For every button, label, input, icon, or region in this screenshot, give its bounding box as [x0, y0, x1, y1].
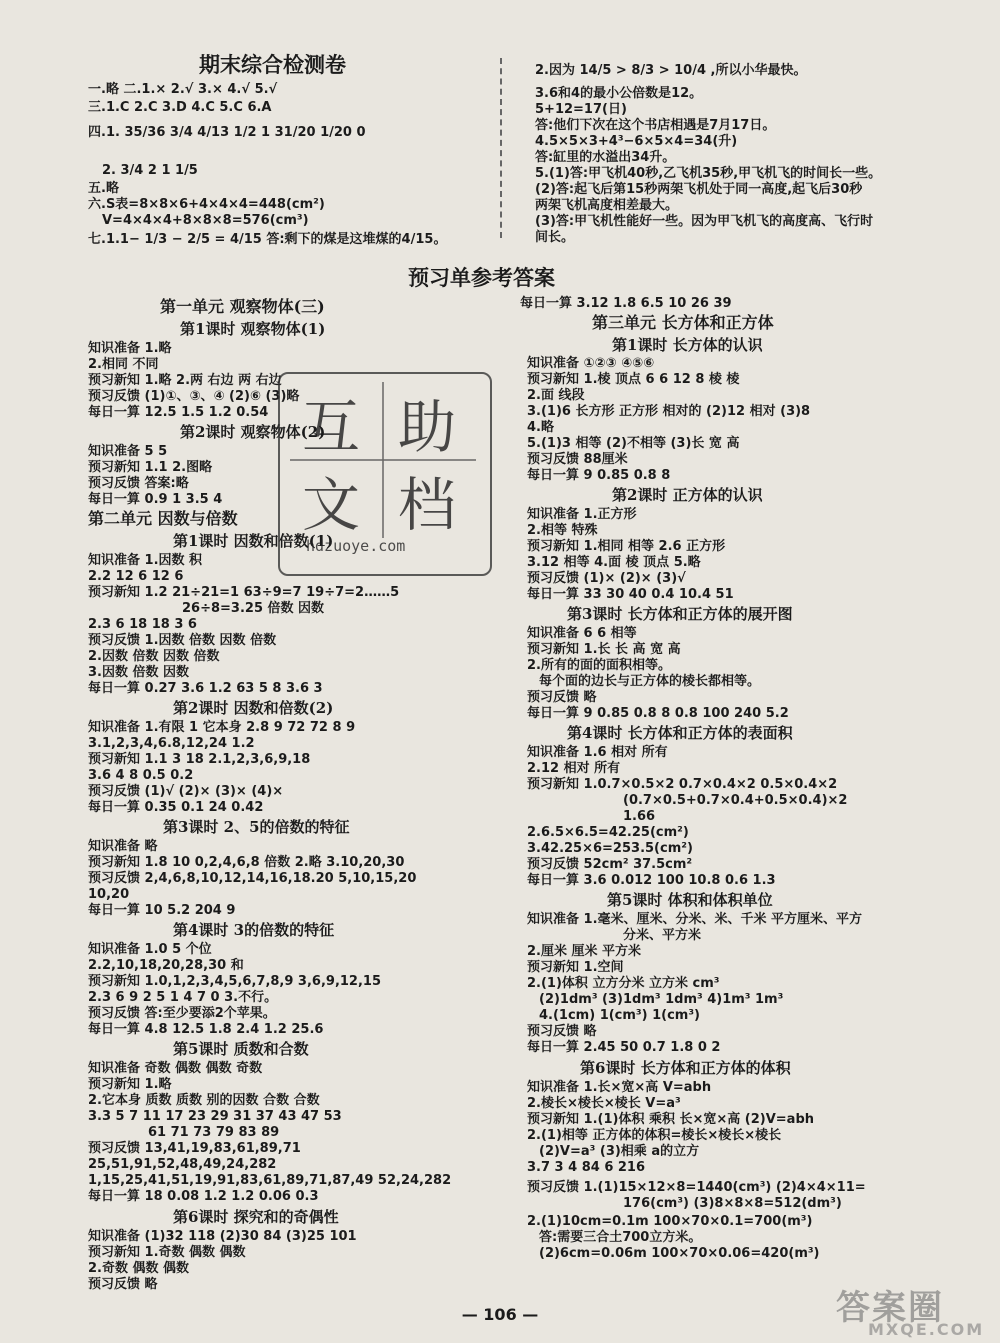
answer-line: 预习反馈 略	[527, 690, 597, 705]
answer-line: 2.3 6 18 18 3 6	[88, 617, 197, 632]
answer-line: 3.6和4的最小公倍数是12。	[535, 86, 703, 101]
exam-line: 2. 3/4 2 1 1/5	[102, 163, 198, 178]
answer-line: 预习新知 1.长 长 高 宽 高	[527, 642, 681, 657]
exam-line: 一.略 二.1.× 2.√ 3.× 4.√ 5.√	[88, 82, 278, 97]
lesson-title: 第1课时 长方体的认识	[612, 336, 763, 354]
answer-line: 预习反馈 1.(1)15×12×8=1440(cm³) (2)4×4×11=	[527, 1180, 866, 1195]
answer-line: 2.(1)10cm=0.1m 100×70×0.1=700(m³)	[527, 1214, 813, 1229]
answer-line: 预习反馈 (1)①、③、④ (2)⑥ (3)略	[88, 389, 300, 404]
exam-line: 六.S表=8×8×6+4×4×4=448(cm²)	[88, 197, 325, 212]
exam-title: 期末综合检测卷	[199, 52, 346, 77]
answer-line: 预习反馈 88厘米	[527, 452, 628, 467]
answer-line: 每日一算 9 0.85 0.8 8	[527, 468, 671, 483]
logo-text: 答案圈	[836, 1288, 944, 1328]
lesson-title: 第6课时 探究和的奇偶性	[173, 1208, 339, 1226]
answer-line: 知识准备 1.有限 1 它本身 2.8 9 72 72 8 9	[88, 720, 356, 735]
answer-line: (3)答:甲飞机性能好一些。因为甲飞机飞的高度高、飞行时	[535, 214, 874, 229]
answer-line: 每个面的边长与正方体的棱长都相等。	[539, 674, 761, 689]
lesson-title: 第4课时 长方体和正方体的表面积	[567, 724, 793, 742]
answer-line: 答:需要三合土700立方米。	[539, 1230, 702, 1245]
answer-line: 知识准备 1.长×宽×高 V=abh	[527, 1080, 712, 1095]
lesson-title: 第3课时 长方体和正方体的展开图	[567, 605, 793, 623]
answer-line: 预习反馈 答案:略	[88, 476, 189, 491]
answer-line: 每日一算 3.12 1.8 6.5 10 26 39	[520, 296, 732, 311]
answer-line: 2.2 12 6 12 6	[88, 569, 184, 584]
answer-line: 2.因数 倍数 因数 倍数	[88, 649, 220, 664]
answer-line: 预习反馈 13,41,19,83,61,89,71	[88, 1141, 301, 1156]
answer-line: 2.因为 14/5 > 8/3 > 10/4 ,所以小华最快。	[535, 63, 807, 78]
answer-line: 每日一算 4.8 12.5 1.8 2.4 1.2 25.6	[88, 1022, 324, 1037]
answer-line: 3.1,2,3,4,6.8,12,24 1.2	[88, 736, 255, 751]
answer-line: 预习新知 1.1 2.图略	[88, 460, 213, 475]
answer-line: 知识准备 1.正方形	[527, 507, 637, 522]
answer-line: 2.它本身 质数 质数 别的因数 合数 合数	[88, 1093, 320, 1108]
lesson-title: 第4课时 3的倍数的特征	[173, 921, 335, 939]
answer-line: 答:缸里的水溢出34升。	[535, 150, 676, 165]
answer-line: 5.(1)3 相等 (2)不相等 (3)长 宽 高	[527, 436, 740, 451]
answer-line: 3.因数 倍数 因数	[88, 665, 190, 680]
answer-line: 每日一算 0.27 3.6 1.2 63 5 8 3.6 3	[88, 681, 323, 696]
answer-line: 2.棱长×棱长×棱长 V=a³	[527, 1096, 681, 1111]
answer-line: 2.所有的面的面积相等。	[527, 658, 671, 673]
answer-line: 预习新知 1.略	[88, 1077, 172, 1092]
answer-line: 每日一算 12.5 1.5 1.2 0.54	[88, 405, 269, 420]
answer-line: 1,15,25,41,51,19,91,83,61,89,71,87,49 52,24,282	[88, 1173, 452, 1188]
exam-line: 三.1.C 2.C 3.D 4.C 5.C 6.A	[88, 100, 272, 115]
answer-line: 知识准备 略	[88, 839, 158, 854]
stamp-char: 互	[302, 393, 361, 461]
answer-line: 预习新知 1.0,1,2,3,4,5,6,7,8,9 3,6,9,12,15	[88, 974, 382, 989]
answer-line: 25,51,91,52,48,49,24,282	[88, 1157, 277, 1172]
exam-line: 四.1. 35/36 3/4 4/13 1/2 1 31/20 1/20 0	[88, 125, 366, 140]
answer-line: 2.面 线段	[527, 388, 585, 403]
answer-line: 预习反馈 答:至少要添2个苹果。	[88, 1006, 276, 1021]
answer-line: 知识准备 1.0 5 个位	[88, 942, 212, 957]
answer-line: 知识准备 (1)32 118 (2)30 84 (3)25 101	[88, 1229, 357, 1244]
answer-line: (2)答:起飞后第15秒两架飞机处于同一高度,起飞后30秒	[535, 182, 863, 197]
answer-line: 两架飞机高度相差最大。	[535, 198, 679, 213]
exam-line: 五.略	[88, 181, 119, 196]
unit-title: 第三单元 长方体和正方体	[592, 313, 774, 332]
answer-line: 2.相同 不同	[88, 357, 159, 372]
answer-line: (2)6cm=0.06m 100×70×0.06=420(m³)	[539, 1246, 820, 1261]
answer-line: 预习新知 1.相同 相等 2.6 正方形	[527, 539, 726, 554]
answer-line: 预习反馈 1.因数 倍数 因数 倍数	[88, 633, 277, 648]
answer-line: 1.66	[623, 809, 656, 824]
answer-line: 4.5×5×3+4³−6×5×4=34(升)	[535, 134, 738, 149]
answer-line: 预习新知 1.棱 顶点 6 6 12 8 棱 棱	[527, 372, 740, 387]
answer-line: 5.(1)答:甲飞机40秒,乙飞机35秒,甲飞机飞的时间长一些。	[535, 166, 882, 181]
answer-line: 分米、平方米	[623, 928, 702, 943]
answer-line: 预习反馈 (1)√ (2)× (3)× (4)×	[88, 784, 284, 799]
unit-title: 第二单元 因数与倍数	[88, 509, 238, 528]
answer-line: 预习新知 1.空间	[527, 960, 624, 975]
exam-line: V=4×4×4+8×8×8=576(cm³)	[102, 213, 309, 228]
answer-line: 预习反馈 52cm² 37.5cm²	[527, 857, 693, 872]
lesson-title: 第2课时 因数和倍数(2)	[173, 699, 334, 717]
answer-line: 4.略	[527, 420, 554, 435]
answer-line: 预习新知 1.奇数 偶数 偶数	[88, 1245, 246, 1260]
answer-line: 2.(1)相等 正方体的体积=棱长×棱长×棱长	[527, 1128, 782, 1143]
answer-line: 3.3 5 7 11 17 23 29 31 37 43 47 53	[88, 1109, 342, 1124]
answer-line: 2.12 相对 所有	[527, 761, 621, 776]
answer-line: 3.42.25×6=253.5(cm²)	[527, 841, 693, 856]
answer-line: 预习反馈 略	[88, 1277, 158, 1292]
answer-line: 知识准备 5 5	[88, 444, 168, 459]
answer-line: 知识准备 ①②③ ④⑤⑥	[527, 356, 655, 371]
corner-watermark-logo	[830, 1280, 995, 1340]
answer-line: 61 71 73 79 83 89	[148, 1125, 280, 1140]
answer-line: 知识准备 1.毫米、厘米、分米、米、千米 平方厘米、平方	[527, 912, 863, 927]
answer-line: 2.2,10,18,20,28,30 和	[88, 958, 244, 973]
lesson-title: 第2课时 正方体的认识	[612, 486, 763, 504]
answer-line: 每日一算 33 30 40 0.4 10.4 51	[527, 587, 734, 602]
answer-line: 3.(1)6 长方形 正方形 相对的 (2)12 相对 (3)8	[527, 404, 811, 419]
answer-line: 3.12 相等 4.面 棱 顶点 5.略	[527, 555, 701, 570]
lesson-title: 第1课时 观察物体(1)	[180, 320, 326, 338]
column-divider	[500, 58, 502, 238]
lesson-title: 第5课时 质数和合数	[173, 1040, 309, 1058]
stamp-char: 助	[398, 393, 457, 461]
answer-line: 预习新知 1.1 3 18 2.1,2,3,6,9,18	[88, 752, 311, 767]
stamp-url: hdzuoye.com	[306, 537, 406, 555]
answer-line: 176(cm³) (3)8×8×8=512(dm³)	[623, 1196, 842, 1211]
lesson-title: 第6课时 长方体和正方体的体积	[580, 1059, 791, 1077]
logo-url: MXQE.COM	[868, 1320, 985, 1339]
answer-line: 2.(1)体积 立方分米 立方米 cm³	[527, 976, 720, 991]
answer-line: 3.6 4 8 0.5 0.2	[88, 768, 194, 783]
answer-line: 每日一算 10 5.2 204 9	[88, 903, 236, 918]
watermark-stamp	[278, 372, 492, 576]
answer-line: 2.6.5×6.5=42.25(cm²)	[527, 825, 689, 840]
lesson-title: 第3课时 2、5的倍数的特征	[163, 818, 350, 836]
answer-line: 预习反馈 2,4,6,8,10,12,14,16,18.20 5,10,15,20	[88, 871, 417, 886]
answer-line: 2.厘米 厘米 平方米	[527, 944, 642, 959]
answer-line: (0.7×0.5+0.7×0.4+0.5×0.4)×2	[623, 793, 848, 808]
answer-line: 知识准备 奇数 偶数 偶数 奇数	[88, 1061, 263, 1076]
answer-line: 知识准备 1.因数 积	[88, 553, 203, 568]
answer-line: 4.(1cm) 1(cm³) 1(cm³)	[539, 1008, 700, 1023]
main-title: 预习单参考答案	[408, 265, 555, 290]
stamp-char: 档	[398, 471, 457, 539]
answer-line: 2.相等 特殊	[527, 523, 598, 538]
answer-line: 10,20	[88, 887, 130, 902]
answer-line: 预习新知 1.2 21÷21=1 63÷9=7 19÷7=2……5	[88, 585, 400, 600]
answer-line: 每日一算 2.45 50 0.7 1.8 0 2	[527, 1040, 721, 1055]
answer-line: 2.3 6 9 2 5 1 4 7 0 3.不行。	[88, 990, 278, 1005]
answer-line: 每日一算 18 0.08 1.2 1.2 0.06 0.3	[88, 1189, 319, 1204]
answer-line: 间长。	[535, 230, 575, 245]
stamp-char: 文	[302, 471, 361, 539]
answer-line: 26÷8=3.25 倍数 因数	[182, 601, 325, 616]
answer-line: 2.奇数 偶数 偶数	[88, 1261, 190, 1276]
answer-line: 预习新知 1.0.7×0.5×2 0.7×0.4×2 0.5×0.4×2	[527, 777, 838, 792]
answer-line: 每日一算 3.6 0.012 100 10.8 0.6 1.3	[527, 873, 776, 888]
exam-line: 七.1.1− 1/3 − 2/5 = 4/15 答:剩下的煤是这堆煤的4/15。	[88, 232, 447, 247]
answer-line: 5+12=17(日)	[535, 102, 627, 117]
answer-line: 每日一算 9 0.85 0.8 8 0.8 100 240 5.2	[527, 706, 789, 721]
answer-line: 知识准备 1.略	[88, 341, 172, 356]
lesson-title: 第2课时 观察物体(2)	[180, 423, 326, 441]
lesson-title: 第1课时 因数和倍数(1)	[173, 532, 334, 550]
lesson-title: 第5课时 体积和体积单位	[607, 891, 773, 909]
answer-line: (2)1dm³ (3)1dm³ 1dm³ 4)1m³ 1m³	[539, 992, 784, 1007]
answer-line: 预习新知 1.略 2.两 右边 两 右边	[88, 373, 282, 388]
answer-line: 每日一算 0.9 1 3.5 4	[88, 492, 223, 507]
answer-line: 预习反馈 略	[527, 1024, 597, 1039]
page-number: — 106 —	[461, 1305, 539, 1324]
answer-line: 知识准备 6 6 相等	[527, 626, 637, 641]
answer-line: 预习新知 1.(1)体积 乘积 长×宽×高 (2)V=abh	[527, 1112, 815, 1127]
answer-line: 3.7 3 4 84 6 216	[527, 1160, 646, 1175]
unit-title: 第一单元 观察物体(三)	[160, 297, 325, 316]
answer-line: 答:他们下次在这个书店相遇是7月17日。	[535, 118, 776, 133]
answer-line: 知识准备 1.6 相对 所有	[527, 745, 668, 760]
answer-line: 每日一算 0.35 0.1 24 0.42	[88, 800, 264, 815]
answer-line: 预习新知 1.8 10 0,2,4,6,8 倍数 2.略 3.10,20,30	[88, 855, 405, 870]
answer-line: 预习反馈 (1)× (2)× (3)√	[527, 571, 686, 586]
answer-line: (2)V=a³ (3)相乘 a的立方	[539, 1144, 700, 1159]
